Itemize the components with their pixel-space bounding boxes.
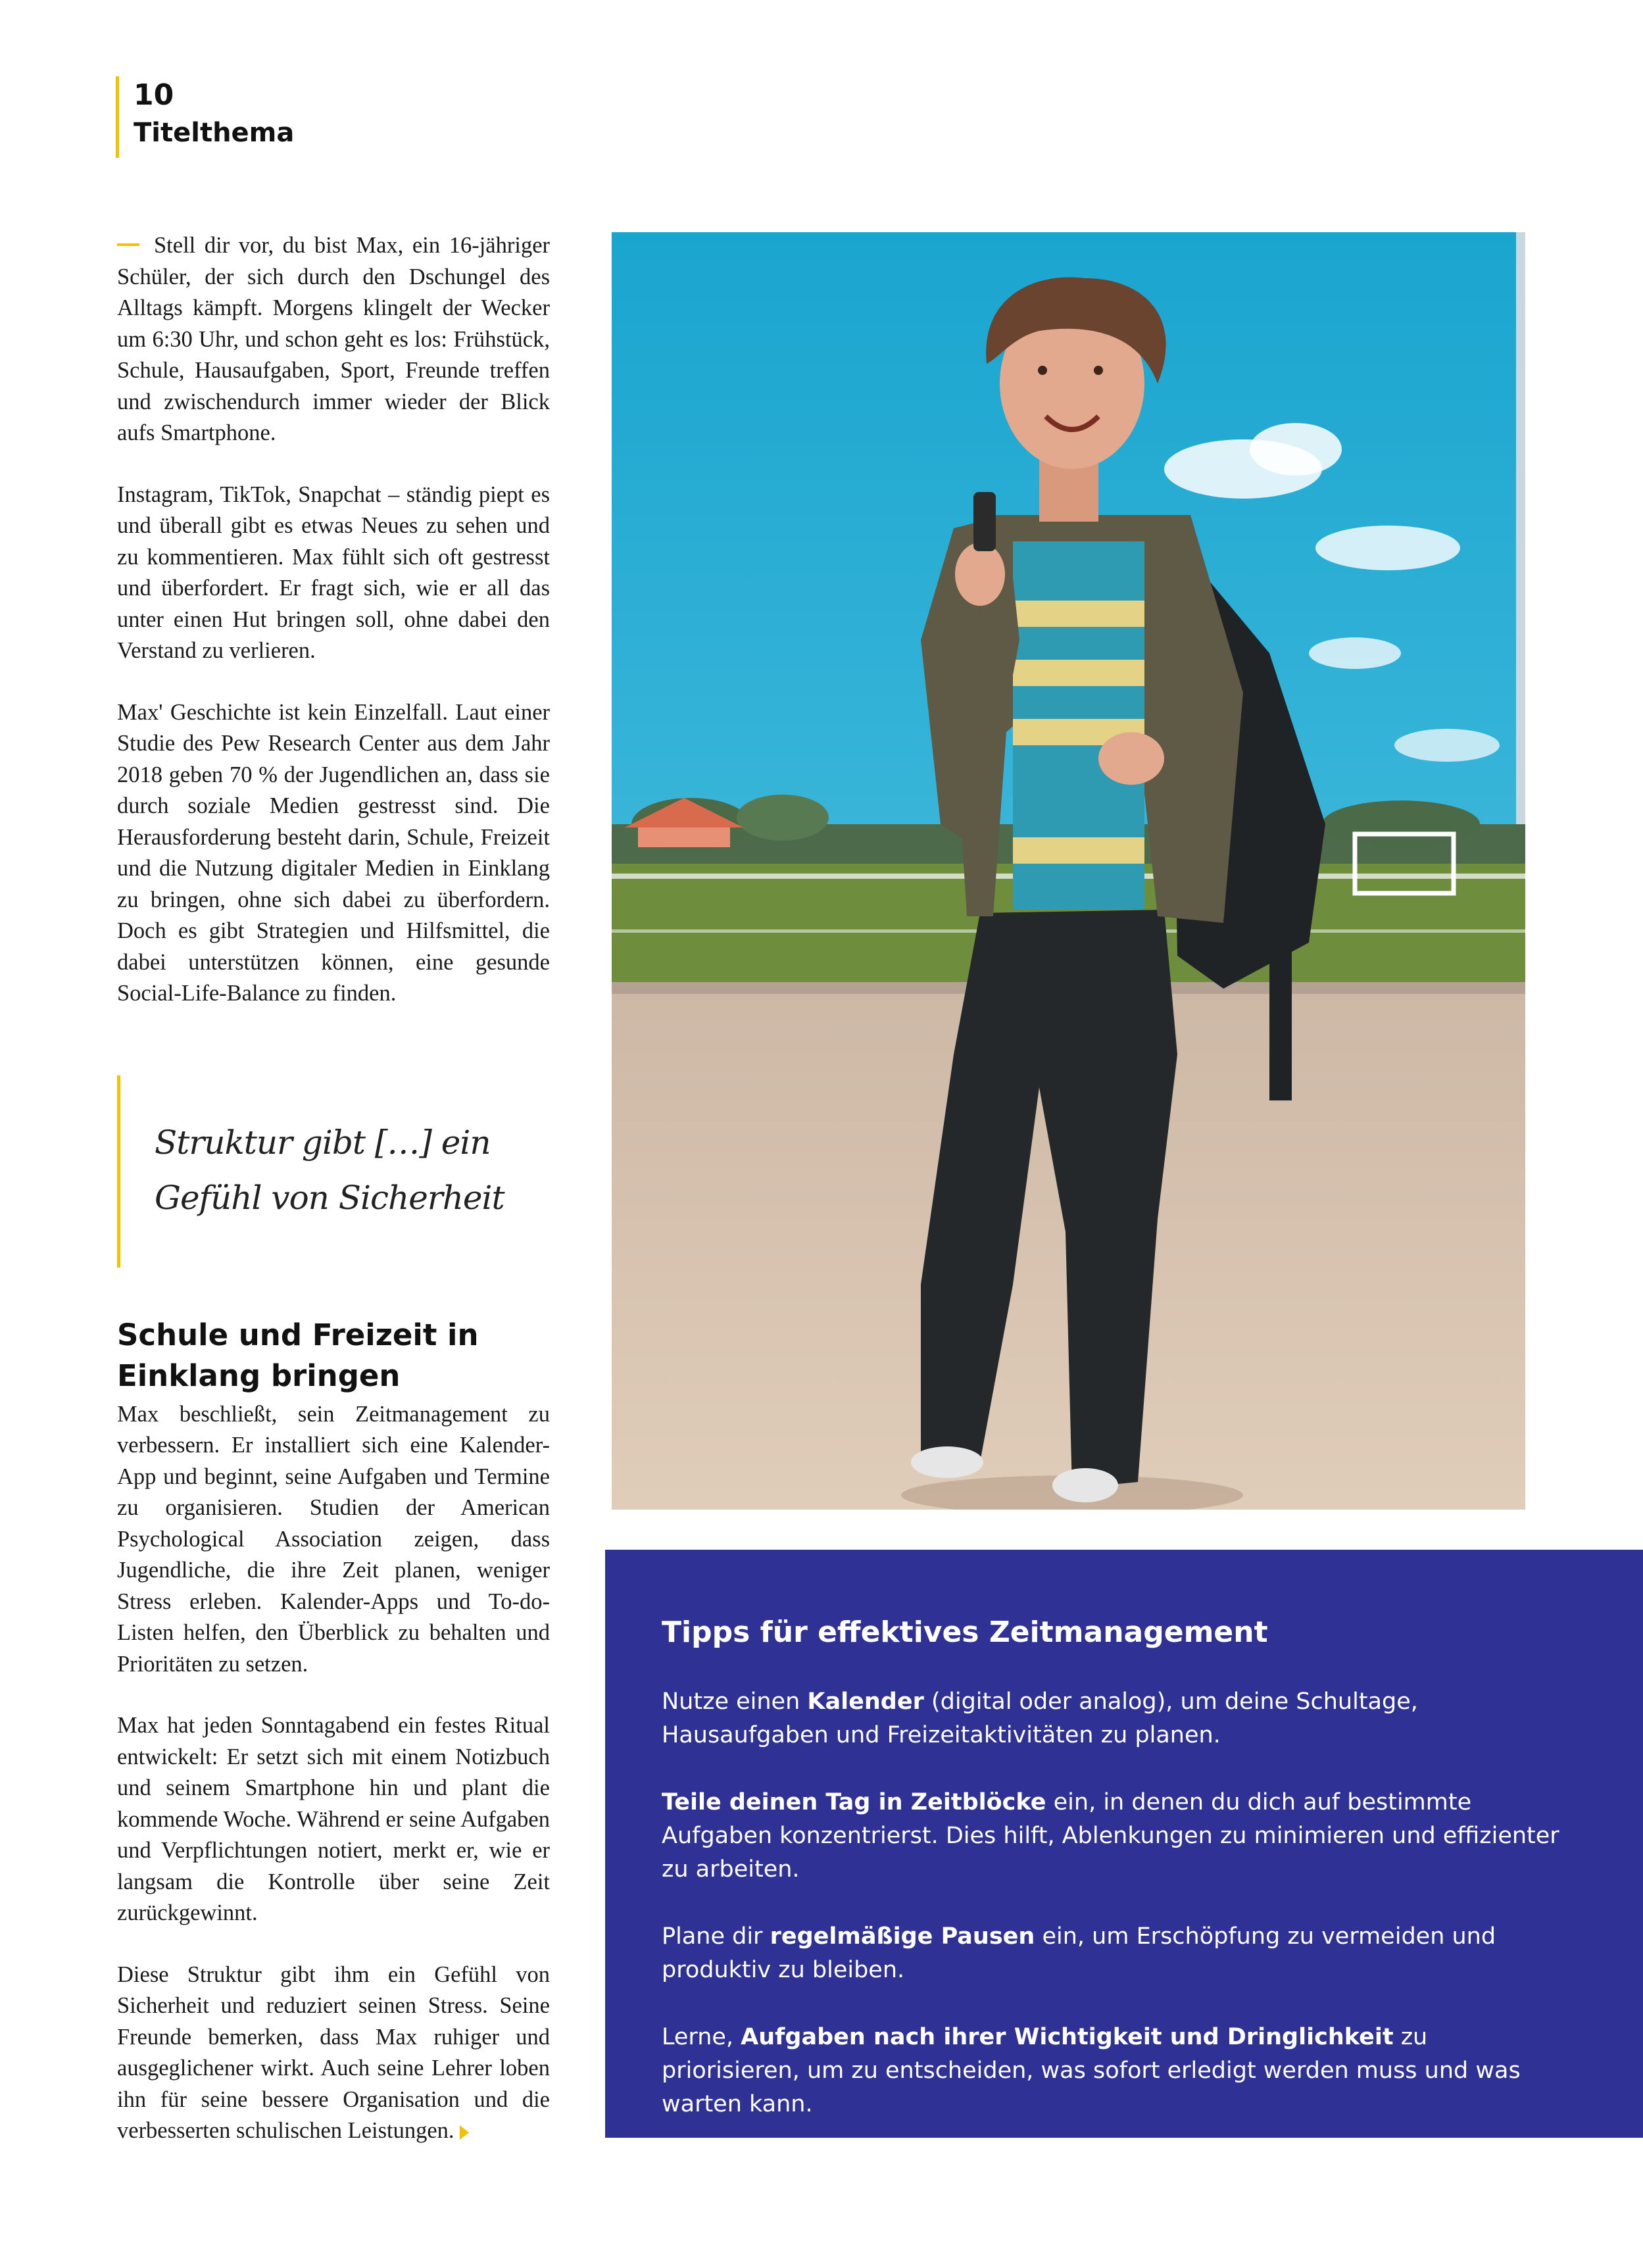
tips-title: Tipps für effektives Zeitmanagement xyxy=(662,1615,1268,1649)
article-paragraph: Max' Geschichte ist kein Einzelfall. Laut einer Studie des Pew Research Center aus dem Jahr 2018 geben 70 % der Jugendlichen an, dass sie durch soziale Medien gestresst sind. Die Herausforderung besteht darin, Schule, Freizeit und die Nutzung digitaler Medien in Einklang zu bringen, ohne sich dabei zu überfordern. Doch es gibt Strategien und Hilfsmittel, die dabei unterstützen können, eine gesunde Social-Life-Balance zu finden. xyxy=(117,699,550,1006)
article-paragraph: Max hat jeden Sonntagabend ein festes Ritual entwickelt: Er setzt sich mit einem Notizbuch und seinem Smartphone hin und plant die kommende Woche. Während er seine Aufgaben und Verpflichtungen notiert, merkt er, wie er langsam die Kontrolle über seine Zeit zurückgewinnt. xyxy=(117,1713,550,1925)
pull-quote-line: Struktur gibt […] ein xyxy=(155,1123,491,1162)
tip-item: Teile deinen Tag in Zeitblöcke ein, in denen du dich auf bestimmte Aufgaben konzentrierst. Dies hilft, Ablenkungen zu minimieren und effizienter zu arbeiten. xyxy=(662,1789,1559,1883)
tip-item: Plane dir regelmäßige Pausen ein, um Erschöpfung zu vermeiden und produktiv zu bleiben. xyxy=(662,1923,1496,1983)
photo-teen-walking-phone-icon xyxy=(612,232,1525,1510)
page-header xyxy=(116,76,294,158)
pull-quote-line: Gefühl von Sicherheit xyxy=(155,1178,504,1217)
tips-box xyxy=(605,1550,1643,2138)
page-number: 10 xyxy=(134,78,174,112)
article-paragraph: Instagram, TikTok, Snapchat – ständig piept es und überall gibt es etwas Neues zu sehen und zu kommentieren. Max fühlt sich oft gestresst und überfordert. Er fragt sich, wie er all das unter einen Hut bringen soll, ohne dabei den Verstand zu verlieren. xyxy=(117,481,550,663)
tip-item: Lerne, Aufgaben nach ihrer Wichtigkeit und Dringlichkeit zu priorisieren, um zu entscheiden, was sofort erledigt werden muss und was warten kann. xyxy=(662,2024,1521,2117)
tip-item: Nutze einen Kalender (digital oder analog), um deine Schultage, Hausaufgaben und Freizeitaktivitäten zu planen. xyxy=(662,1689,1418,1748)
article-photo xyxy=(612,232,1525,1510)
article-paragraph: Max beschließt, sein Zeitmanagement zu verbessern. Er installiert sich eine Kalender-App und beginnt, seine Aufgaben und Termine zu organisieren. Studien der American Psychological Association zeigen, dass Jugendliche, die ihre Zeit planen, weniger Stress erleben. Kalender-Apps und To-do-Listen helfen, den Überblick zu behalten und Prioritäten zu setzen. xyxy=(117,1401,550,1677)
intro-paragraph: Stell dir vor, du bist Max, ein 16-jähriger Schüler, der sich durch den Dschungel des Alltags kämpft. Morgens klingelt der Wecker um 6:30 Uhr, und schon geht es los: Frühstück, Schule, Hausaufgaben, Sport, Freunde treffen und zwischendurch immer wieder der Blick aufs Smartphone. xyxy=(117,233,550,445)
article-column xyxy=(117,230,550,2177)
closing-paragraph: Diese Struktur gibt ihm ein Gefühl von Sicherheit und reduziert seinen Stress. Seine Freunde bemerken, dass Max ruhiger und ausgeglichener wirkt. Auch seine Lehrer loben ihn für seine bessere Organisation und die verbesserten schulischen Leistungen. xyxy=(117,1961,550,2143)
pull-quote xyxy=(117,1075,550,1268)
end-mark-icon xyxy=(460,2125,469,2140)
section-label: Titelthema xyxy=(134,118,295,148)
intro-dash-icon xyxy=(117,243,139,246)
section-subheading: Schule und Freizeit in Einklang bringen xyxy=(117,1317,479,1393)
